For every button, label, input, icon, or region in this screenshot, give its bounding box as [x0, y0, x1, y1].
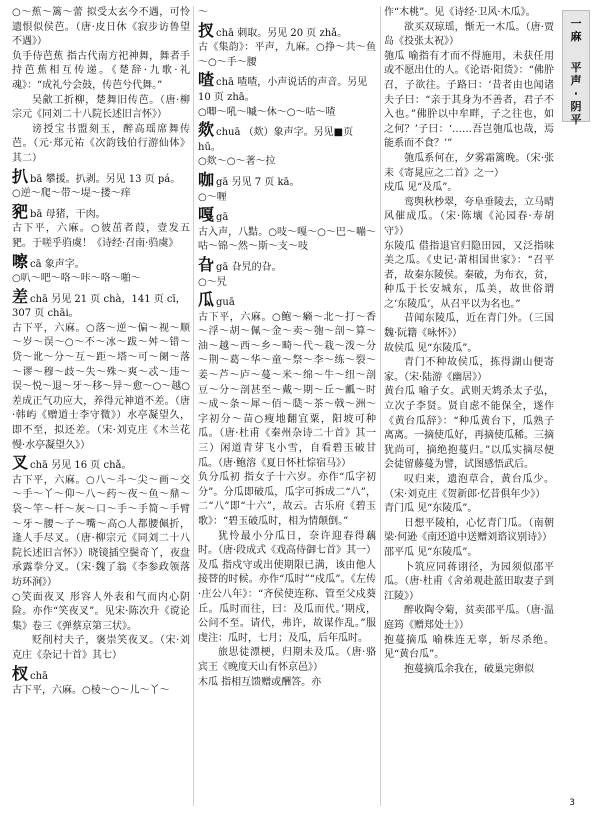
headword-entry [198, 120, 376, 155]
entry-text: 故侯瓜 见“东陵瓜”。 [384, 342, 478, 354]
entry-text: ○笑面夜叉 形容人外表和气而内心阴险。亦作“笑夜叉”。见宋·陈次升《谠论集》卷三《弹蔡京第三状》。 [12, 591, 190, 632]
headword: 咖 [198, 169, 215, 189]
rhyme-label [563, 17, 589, 43]
side-tab-char: 平 [570, 113, 582, 126]
side-tab-char: 声 [570, 74, 582, 87]
headword: 杈 [12, 663, 29, 683]
definition: 刺取。另见 20 页 zhǎ。 [234, 27, 348, 39]
side-tab-char: 一 [570, 17, 582, 30]
entry-text: ○逆～爬～带～堤～搂～痒 [12, 188, 131, 200]
pinyin: gā [216, 212, 229, 224]
quotation: 犹怜最小分瓜日，奈许迎春得藕时。（唐·段成式《戏高侍御七首》其一） [198, 530, 376, 557]
page-number: 3 [569, 798, 575, 808]
pinyin: gā [216, 176, 229, 188]
pinyin: chuā [216, 127, 241, 139]
headword: 欻 [198, 120, 215, 140]
entry-text: ○叭～吧～咯～咔～咯～啪～ [12, 273, 141, 285]
entry-text: 古下平，六麻。○彼茁者葭，壹发五豝。于嗟乎驺虞！《诗经·召南·驺虞》 [12, 223, 190, 249]
entry-text: 作“木桃”。见《诗经·卫风·木瓜》。 [384, 7, 536, 18]
definition: （欻）象声字。另见■页 hū。 [198, 127, 354, 153]
quotation: 贬削村夫子，褒崇笑夜叉。（宋·刘克庄《杂记十首》其七） [12, 635, 190, 661]
entry-text: 负手侍芭蕉 指古代南方祀神舞，舞者手持芭蕉相互传递。《楚辞·九歌·礼魂》：“成礼兮会鼓，传芭兮代舞。” [12, 50, 190, 91]
headword: 差 [12, 286, 29, 306]
column-right [384, 6, 554, 806]
pinyin: chā [216, 27, 235, 39]
side-tab-char: · [573, 87, 579, 100]
entry-text: 古下平，六麻。○鲍～癞～北～打～香～浮～胡～佩～金～卖～匏～剖～算～油～越～西～乡～畸～代～栽～泼～分～荆～葛～华～童～祭～李～练～裂～姜～芦～庐～蔓～米～绵～牛～纽～剖豆～分～剖甚至～戴～期～丘～瓤～时～成～条～犀～佰～瓞～茶～戟～洲～字初分～苗○瘦地翻宜粟，阳坡可种瓜。（唐·杜甫《秦州杂诗二十首》其一三）闲道青芽飞小雪，自看碧玉破甘瓜。（唐·鲍溶《夏日怀杜悰宿马》） [198, 311, 376, 469]
column-divider [380, 6, 381, 806]
quotation: 抱蔓摘瓜余我在，破巢完卵似 [404, 663, 534, 675]
entry-text: 抱蔓摘瓜 喻株连无辜，斩尽杀绝。见“黄台瓜”。 [384, 634, 554, 661]
quotation: 青门不种故侯瓜，拣得湖山便寄家。（宋·陆游《幽居》） [384, 357, 554, 383]
entry-text: ○唧～吼～嘁～休～○～咕～喳 [198, 106, 336, 118]
definition: 另见 16 页 chǎ。 [48, 460, 132, 472]
pinyin: bā [30, 208, 43, 220]
quotation: 谤授宝书盟刻玉，醉高瑶席舞传芭。（元·郑元祐《次韵钱伯行游仙体》其二） [12, 123, 190, 164]
entry-text: ○～旯 [198, 276, 227, 288]
column-divider [193, 6, 194, 806]
entry-text: ○～蕉～篱～蕾 拟受太玄今不遇，可怜遗恨似侯芭。（唐·皮日休《寂步访鲁望不遇》） [12, 7, 190, 48]
definition: 象声字。 [41, 258, 85, 270]
headword-entry [198, 70, 376, 105]
headword: 扠 [198, 20, 215, 40]
entry-text: 东陵瓜 借指退官归隐田园，又泛指味美之瓜。《史记·萧相国世家》：“召平者，故秦东陵侯。秦破，为布衣，贫，种瓜于长安城东，瓜美，故世俗谓之‘东陵瓜’，从召平以为名也。” [384, 240, 554, 310]
definition: 喳喳，小声说话的声音。另见 10 页 zhā。 [198, 77, 368, 103]
entry-text: 邵平瓜 见“东陵瓜”。 [384, 546, 478, 558]
headword: 叉 [12, 453, 29, 473]
entry-text: 古下平，六麻。○八～斗～尖～画～交～手～丫～仰～八～药～夜～鱼～鼎～袋～竿～杆～灰～口～手～手简～手臂～牙～腰～子～嘴～高○人都腰佩折，逢人手尽叉。（唐·柳宗元《同刘二十八院长述旧言怀》）晓镜插空鬓奇丫，夜盘承露拳分叉。（宋·魏了翁《李参政领落坊环涧》） [12, 474, 190, 588]
entry-text: ○欻～○～著～拉 [198, 156, 276, 168]
headword-entry [12, 664, 190, 685]
headword-entry [198, 205, 376, 226]
quotation: 匏瓜系何在，夕雾霜篱晚。（宋·张耒《寄晁应之二首》之一） [384, 152, 554, 179]
pinyin: chā [30, 293, 49, 305]
entry-text: 及瓜 指戍守或出使期限已满，该由他人接替的时候。亦作“瓜时”“戍瓜”。《左传·庄公八年》：“齐侯使连称、管至父戍葵丘。瓜时而往，曰：及瓜而代。’期戍，公问不至。请代，弗许，故谋作乱。”服虔注：瓜时，七月；及瓜，后年瓜时。 [198, 559, 376, 644]
headword: 瓜 [198, 290, 215, 310]
column-left [12, 6, 190, 806]
headword-entry [12, 202, 190, 223]
entry-text: ～ [198, 7, 208, 18]
entry-text: 匏瓜 喻指有才而不得施用，未获任用或不愿出仕的人。《论语·阳货》：“佛肸召，子欲往。子路曰：‘昔者由也闻诸夫子曰：“亲于其身为不善者，君子不入也。”佛肸以中牟畔，子之往也，如之何？’子曰：‘……吾岂匏瓜也哉，焉能系而不食？’” [384, 50, 554, 150]
quotation: 昔闻东陵瓜，近在青门外。（三国魏·阮籍《咏怀》） [384, 313, 554, 340]
headword-entry [198, 290, 376, 311]
entry-text: 古下平，六麻。○落～逆～偏～视～顺～岁～误～○～不～冰～跋～舛～错～贷～讹～分～互～距～塔～可～阑～落～谬～穆～歧～失～殊～爽～忒～违～误～悦～退～牙～移～异～愈～○～越○差成正气功应大，养得元神道不差。（唐·韩屿《赠道士李守微》）水亭凝望久，即不至，拟还差。（宋·刘克庄《木兰花慢·水亭凝望久》） [12, 322, 190, 451]
entry-text: 古《集韵》：平声，九麻。○挣～共～鱼～○～手～腰 [198, 42, 376, 68]
entry-text: 木瓜 指相互馈赠或酬答。亦 [198, 676, 322, 688]
quotation: 吴歈工折柳，楚舞旧传芭。（唐·柳宗元《同刘二十八院长述旧言怀》） [12, 94, 190, 121]
quotation: 旅思徒漂梗，归期未及瓜。（唐·骆宾王《晚度天山有怀京邑》） [198, 647, 376, 673]
headword: 豝 [12, 201, 29, 221]
quotation: 卜筑应同蒋诩径，为园须似邵平瓜。（唐·杜甫《舍弟观赴蓝田取妻子到江陵》） [384, 561, 554, 602]
entry-text: 负分瓜初 指女子十六岁。亦作“瓜字初分”。分瓜即破瓜，瓜字可拆成二“八”，二“八”即“十六”，故云。古乐府《碧玉歌》：“碧玉破瓜时，相为情颠倒。” [198, 472, 376, 527]
entry-text: 戍瓜 见“及瓜”。 [384, 182, 458, 194]
side-tab-char: 阴 [570, 100, 582, 113]
headword-entry [198, 21, 376, 42]
entry-text: ○～喱 [198, 191, 227, 203]
side-tab-char: 麻 [570, 30, 582, 43]
side-tab-char: 平 [570, 61, 582, 74]
quotation: 叹归来，遗泡草合，黄台瓜少。（宋·刘克庄《贺新郎·忆昔俱年少》） [384, 474, 554, 500]
entry-text: 古下平，六麻。○棱～○～儿～丫～ [12, 685, 170, 697]
pinyin: chā [30, 460, 49, 472]
quotation: 欲买双琼瑶，惭无一木瓜。（唐·贾岛《投张太祝》） [384, 21, 554, 48]
rhyme-side-tab [562, 10, 590, 126]
headword-entry [198, 170, 376, 191]
entry-text: 古入声，八黠。○吱～嘎～○～巴～嘣～咕～锦～然～斯～支～吱 [198, 226, 376, 253]
headword: 喳 [198, 70, 215, 90]
headword-entry [12, 287, 190, 322]
headword-entry [12, 167, 190, 188]
headword: 旮 [198, 254, 215, 274]
headword: 嚓 [12, 251, 29, 271]
headword-entry [12, 453, 190, 474]
definition: 另见 7 页 kā。 [228, 176, 300, 188]
pinyin: chā [216, 77, 235, 89]
pinyin: gā [216, 261, 229, 273]
quotation: 鸾舆秋杪翠，夸阜垂陵去，立马晴风催成瓜。（宋·陈壤《沁园春·寿胡守》） [384, 196, 554, 237]
headword: 嘎 [198, 205, 215, 225]
column-middle [198, 6, 376, 806]
entry-text: 青门瓜 见“东陵瓜”。 [384, 503, 478, 515]
definition: 旮旯的旮。 [228, 261, 282, 273]
headword-entry [12, 252, 190, 273]
entry-text: 黄台瓜 喻子女。武则天鸩杀太子弘，立次子李贤。贤自虑不能保全，遂作《黄台瓜辞》：“种瓜黄台下，瓜熟子离离。一摘使瓜好，再摘使瓜稀。三摘犹尚可，摘绝抱蔓归。”以瓜实摘尽便会徒留藤蔓为譬，试图感悟武后。 [384, 386, 554, 471]
definition: 母猪，干肉。 [42, 208, 106, 220]
pinyin: cā [30, 258, 42, 270]
dictionary-page [12, 6, 552, 806]
quotation: 醉收陶令菊，贫卖邵平瓜。（唐·温庭筠《赠郑处士》） [384, 605, 554, 631]
pinyin: bā [30, 173, 43, 185]
headword: 扒 [12, 166, 29, 186]
pinyin: guā [216, 297, 235, 309]
headword-entry [198, 255, 376, 276]
tone-label [563, 61, 589, 126]
quotation: 日想平陵柏，心忆青门瓜。（南朝梁·何逊《南还道中送赠刘谘议别诗》） [384, 517, 554, 544]
pinyin: chā [30, 670, 49, 682]
definition: 攀援。扒剥。另见 13 页 pá。 [42, 173, 181, 185]
definition: 另见 21 页 chà，141 页 cī，307 页 chāi。 [12, 293, 186, 320]
